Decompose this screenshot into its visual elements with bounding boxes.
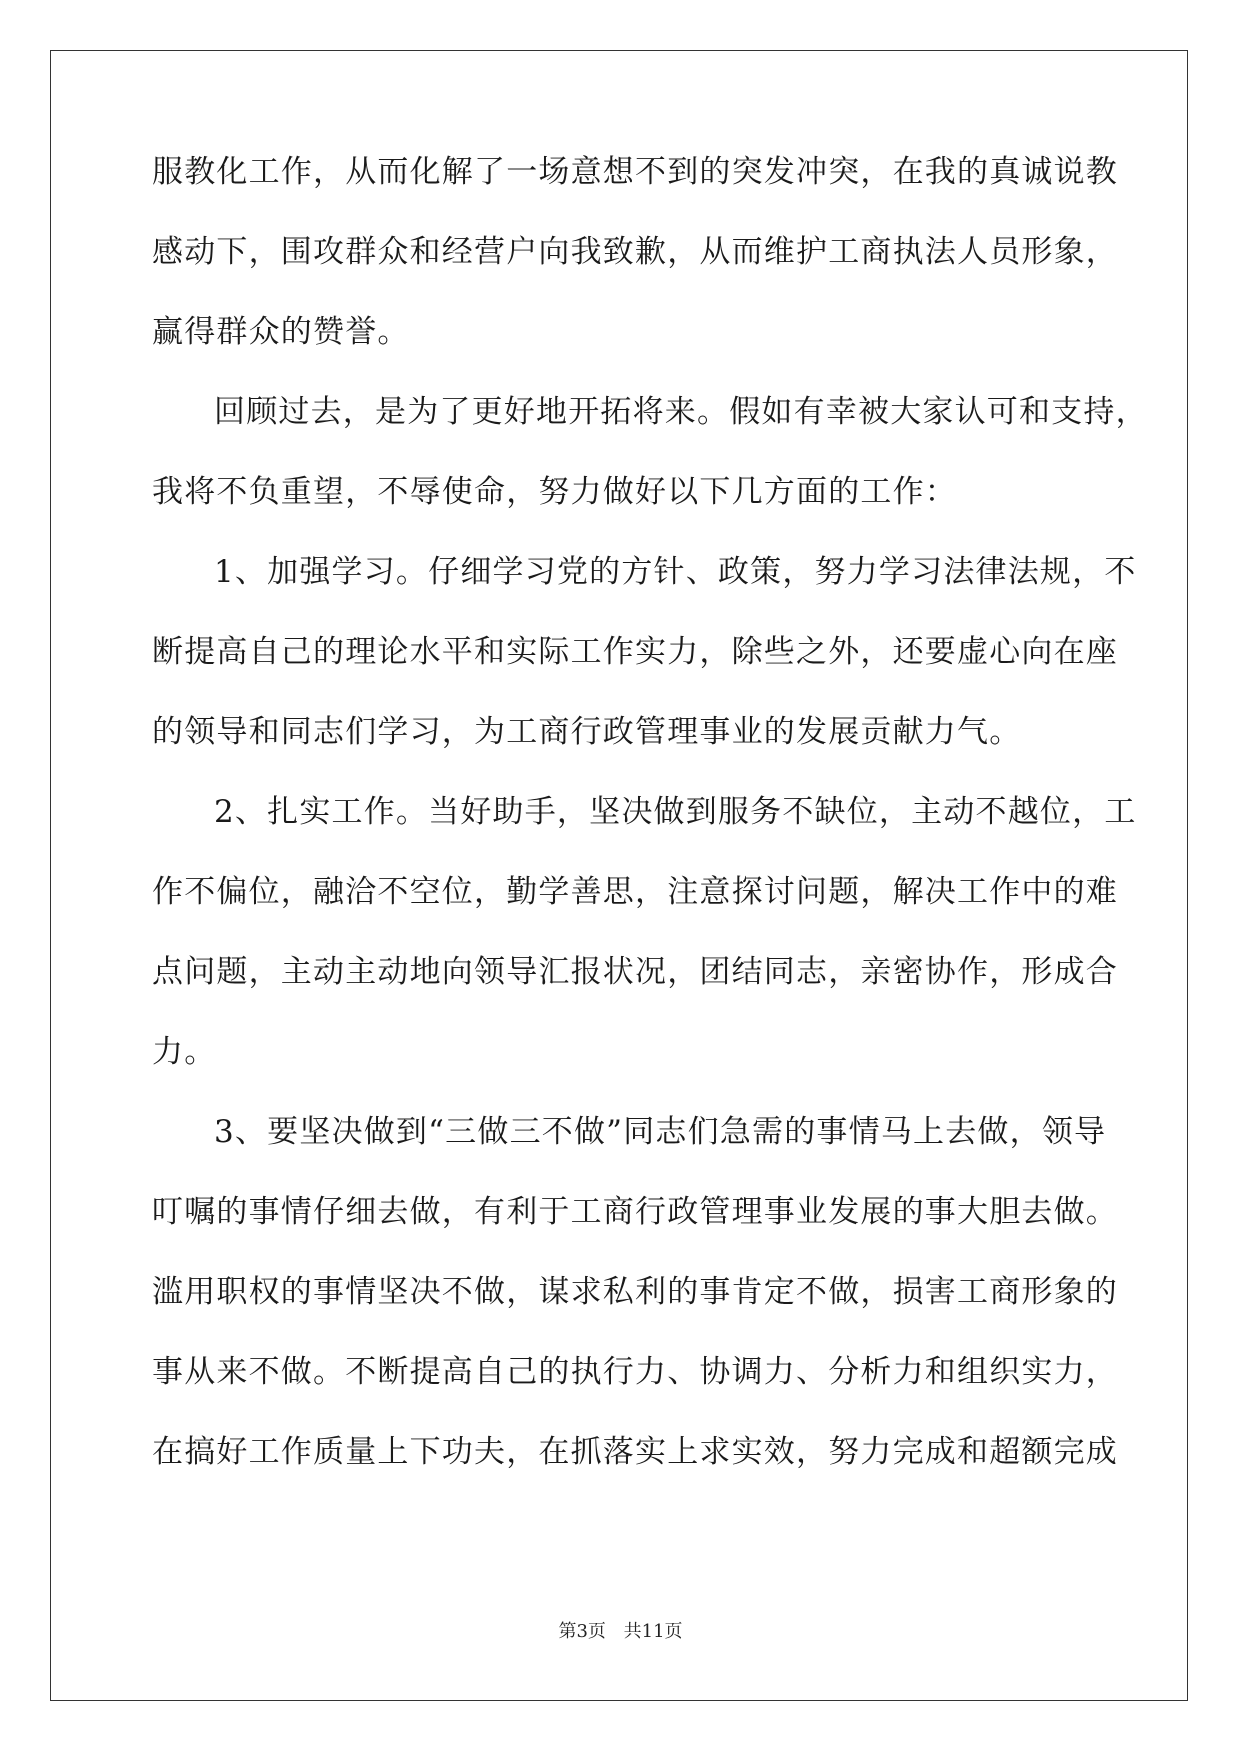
paragraph-3-line-2: 断提高自己的理论水平和实际工作实力，除些之外，还要虚心向在座 bbox=[152, 634, 1118, 670]
paragraph-2-line-1: 回顾过去，是为了更好地开拓将来。假如有幸被大家认可和支持， bbox=[214, 394, 1148, 430]
paragraph-5-line-2: 叮嘱的事情仔细去做，有利于工商行政管理事业发展的事大胆去做。 bbox=[152, 1194, 1118, 1230]
paragraph-4-line-4: 力。 bbox=[152, 1034, 217, 1070]
paragraph-4-line-1: 2、扎实工作。当好助手，坚决做到服务不缺位，主动不越位，工 bbox=[214, 794, 1137, 830]
paragraph-1-line-2: 感动下，围攻群众和经营户向我致歉，从而维护工商执法人员形象， bbox=[152, 234, 1118, 270]
paragraph-5-line-4: 事从来不做。不断提高自己的执行力、协调力、分析力和组织实力， bbox=[152, 1354, 1118, 1390]
paragraph-5-line-5: 在搞好工作质量上下功夫，在抓落实上求实效，努力完成和超额完成 bbox=[152, 1434, 1118, 1470]
paragraph-5-line-3: 滥用职权的事情坚决不做，谋求私利的事肯定不做，损害工商形象的 bbox=[152, 1274, 1118, 1310]
page-footer bbox=[0, 1620, 1241, 1644]
paragraph-2-line-2: 我将不负重望，不辱使命，努力做好以下几方面的工作： bbox=[152, 474, 957, 510]
paragraph-1-line-1: 服教化工作，从而化解了一场意想不到的突发冲突，在我的真诚说教 bbox=[152, 154, 1118, 190]
total-pages: 共11页 bbox=[623, 1621, 683, 1642]
paragraph-4-line-2: 作不偏位，融洽不空位，勤学善思，注意探讨问题，解决工作中的难 bbox=[152, 874, 1118, 910]
paragraph-3-line-1: 1、加强学习。仔细学习党的方针、政策，努力学习法律法规，不 bbox=[214, 554, 1137, 590]
paragraph-5-line-1: 3、要坚决做到“三做三不做”同志们急需的事情马上去做，领导 bbox=[214, 1114, 1107, 1150]
paragraph-1-line-3: 赢得群众的赞誉。 bbox=[152, 314, 410, 350]
page-number: 第3页 bbox=[558, 1621, 606, 1642]
paragraph-3-line-3: 的领导和同志们学习，为工商行政管理事业的发展贡献力气。 bbox=[152, 714, 1022, 750]
paragraph-4-line-3: 点问题，主动主动地向领导汇报状况，团结同志，亲密协作，形成合 bbox=[152, 954, 1118, 990]
